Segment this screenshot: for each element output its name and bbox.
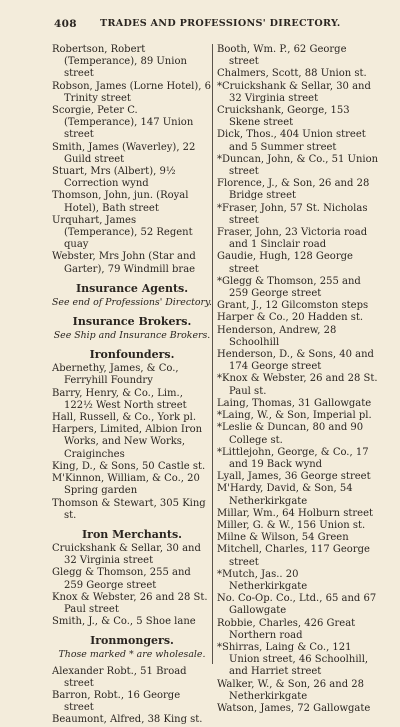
list-item: M'Kinnon, William, & Co., 20 Spring garden — [52, 473, 200, 497]
list-item: *Mutch, Jas.. 20 Netherkirkgate — [217, 568, 308, 592]
list-item: Urquhart, James (Temperance), 52 Regent quay — [52, 214, 193, 251]
list-item: M'Hardy, David, & Son, 54 Netherkirkgate — [217, 483, 353, 507]
list-item: Milne & Wilson, 54 Green — [217, 532, 349, 544]
list-item: *Fraser, John, 57 St. Nicholas street — [217, 202, 368, 226]
list-item: *Knox & Webster, 26 and 28 St. Paul st. — [217, 373, 378, 397]
right-column — [217, 44, 379, 715]
list-item: Chalmers, Scott, 88 Union st. — [217, 68, 367, 80]
list-item: Harpers, Limited, Albion Iron Works, and New Works, Craiginches — [52, 424, 203, 460]
list-item: Webster, Mrs John (Star and Garter), 79 Windmill brae — [52, 251, 196, 275]
list-item: Harper & Co., 20 Hadden st. — [217, 312, 364, 324]
left-column — [52, 44, 212, 727]
list-item: Walker, W., & Son, 26 and 28 Netherkirkgate — [217, 678, 365, 702]
list-item: Mitchell, Charles, 117 George street — [217, 544, 370, 568]
list-item: Robertson, Robert (Temperance), 89 Union street — [52, 44, 187, 80]
section-note-insurance-agents: See end of Professions' Directory. — [52, 296, 213, 308]
list-item: Lyall, James, 36 George street — [217, 471, 371, 483]
list-item: Knox & Webster, 26 and 28 St. Paul street — [52, 591, 208, 615]
section-note-ironmongers: Those marked * are wholesale. — [58, 649, 206, 661]
list-item: *Duncan, John, & Co., 51 Union street — [217, 153, 379, 178]
list-item: Robson, James (Lorne Hotel), 6 Trinity street — [52, 80, 211, 104]
list-item: Smith, James (Waverley), 22 Guild street — [52, 141, 196, 165]
section-title-ironfounders: Ironfounders. — [89, 348, 175, 362]
running-title: TRADES AND PROFESSIONS' DIRECTORY. — [100, 18, 341, 29]
list-item: Millar, Wm., 64 Holburn street — [217, 507, 374, 519]
list-item: Glegg & Thomson, 255 and 259 George street — [52, 567, 191, 591]
list-item: *Leslie & Duncan, 80 and 90 College st. — [217, 422, 364, 446]
list-item: Miller, G. & W., 156 Union st. — [217, 519, 366, 531]
column-divider — [212, 44, 213, 664]
list-item: *Littlejohn, George, & Co., 17 and 19 Back wynd — [217, 446, 369, 470]
list-item: Scorgie, Peter C. (Temperance), 147 Union street — [52, 105, 194, 141]
list-item: Abernethy, James, & Co., Ferryhill Foundry — [52, 363, 179, 387]
list-item: Robbie, Charles, 426 Great Northern road — [217, 617, 356, 641]
section-title-insurance-brokers: Insurance Brokers. — [72, 315, 192, 329]
list-item: Smith, J., & Co., 5 Shoe lane — [52, 616, 196, 628]
section-title-insurance-agents: Insurance Agents. — [75, 281, 189, 295]
list-item: Gaudie, Hugh, 128 George street — [217, 251, 353, 275]
list-item: Thomson & Stewart, 305 King st. — [52, 497, 206, 521]
list-item: Stuart, Mrs (Albert), 9½ Correction wynd — [52, 166, 176, 190]
list-item: *Laing, W., & Son, Imperial pl. — [217, 410, 372, 422]
list-item: Booth, Wm. P., 62 George street — [217, 44, 347, 68]
list-item: Watson, James, 72 Gallowgate — [217, 702, 371, 714]
list-item: Fraser, John, 23 Victoria road and 1 Sinclair road — [217, 227, 368, 251]
list-item: Laing, Thomas, 31 Gallowgate — [217, 397, 372, 409]
list-item: Barry, Henry, & Co., Lim., 122½ West North street — [52, 387, 187, 411]
list-item: Beaumont, Alfred, 38 King st. — [52, 714, 203, 726]
list-item: *Cruickshank & Sellar, 30 and 32 Virginia street — [217, 80, 371, 104]
list-item: Thomson, John, jun. (Royal Hotel), Bath street — [52, 190, 189, 214]
section-title-ironmongers: Ironmongers. — [90, 634, 174, 648]
list-item: Cruickshank & Sellar, 30 and 32 Virginia street — [52, 542, 201, 567]
section-note-insurance-brokers: See Ship and Insurance Brokers. — [53, 330, 211, 342]
list-item: Alexander Robt., 51 Broad street — [52, 665, 187, 689]
list-item: Hall, Russell, & Co., York pl. — [52, 412, 197, 424]
list-item: *Shirras, Laing & Co., 121 Union street, 46 Schoolhill, and Harriet street — [217, 641, 369, 678]
page-number: 408 — [54, 18, 77, 30]
list-item: Florence, J., & Son, 26 and 28 Bridge street — [217, 178, 370, 202]
page-header — [54, 18, 374, 32]
list-item: No. Co-Op. Co., Ltd., 65 and 67 Gallowgate — [217, 593, 377, 617]
list-item: King, D., & Sons, 50 Castle st. — [52, 460, 206, 472]
list-item: *Glegg & Thomson, 255 and 259 George street — [217, 275, 361, 300]
list-item: Henderson, D., & Sons, 40 and 174 George street — [217, 349, 374, 373]
section-title-iron-merchants: Iron Merchants. — [82, 527, 182, 541]
list-item: Henderson, Andrew, 28 Schoolhill — [217, 324, 337, 348]
list-item: Grant, J., 12 Gilcomston steps — [217, 300, 369, 312]
list-item: Dick, Thos., 404 Union street and 5 Summer street — [217, 129, 366, 153]
list-item: Cruickshank, George, 153 Skene street — [217, 105, 350, 129]
list-item: Barron, Robt., 16 George street — [52, 689, 181, 714]
